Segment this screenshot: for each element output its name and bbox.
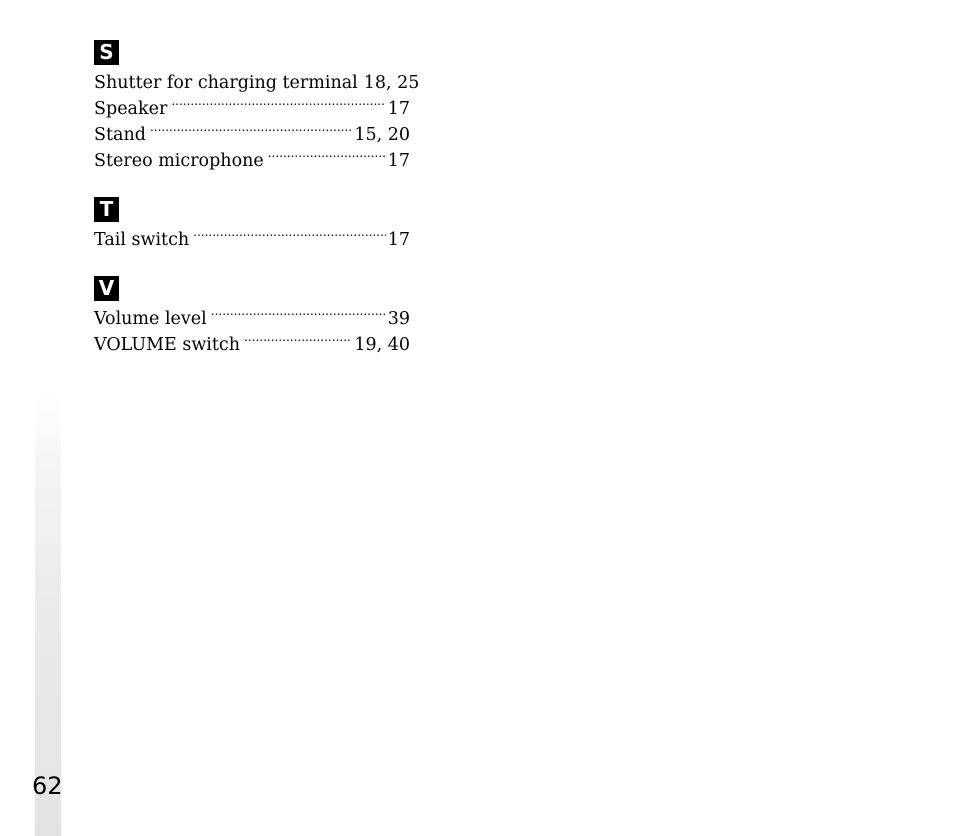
entry-term: Shutter for charging terminal [94, 72, 358, 93]
index-entry [94, 96, 410, 122]
index-entry [94, 70, 420, 96]
dot-leader [211, 306, 386, 324]
dot-leader [268, 148, 386, 166]
dot-leader [150, 122, 352, 140]
dot-leader [171, 96, 385, 114]
index-section-t [94, 197, 410, 253]
index-entry [94, 227, 410, 253]
index-section-s [94, 40, 420, 174]
entry-term: Volume level [94, 308, 207, 329]
index-entry [94, 122, 410, 148]
entry-pages: 39 [387, 308, 410, 329]
index-list [94, 40, 420, 358]
dot-leader [193, 227, 386, 245]
entry-pages: 17 [387, 229, 410, 250]
section-letter: T [94, 197, 119, 222]
entry-pages: 18, 25 [363, 72, 420, 93]
index-entry [94, 306, 410, 332]
entry-term: Tail switch [94, 229, 190, 250]
entry-term: Stereo microphone [94, 150, 264, 171]
entry-term: Speaker [94, 98, 168, 119]
entry-pages: 17 [387, 98, 410, 119]
section-letter: S [94, 40, 119, 65]
section-letter: V [94, 276, 119, 301]
dot-leader [244, 332, 352, 350]
entry-term: Stand [94, 124, 146, 145]
entry-pages: 19, 40 [354, 334, 410, 355]
entry-term: VOLUME switch [94, 334, 241, 355]
entry-pages: 15, 20 [354, 124, 410, 145]
entry-pages: 17 [387, 150, 410, 171]
index-entry [94, 148, 410, 174]
index-section-v [94, 276, 410, 358]
index-entry [94, 332, 410, 358]
page-number: 62 [32, 772, 63, 800]
